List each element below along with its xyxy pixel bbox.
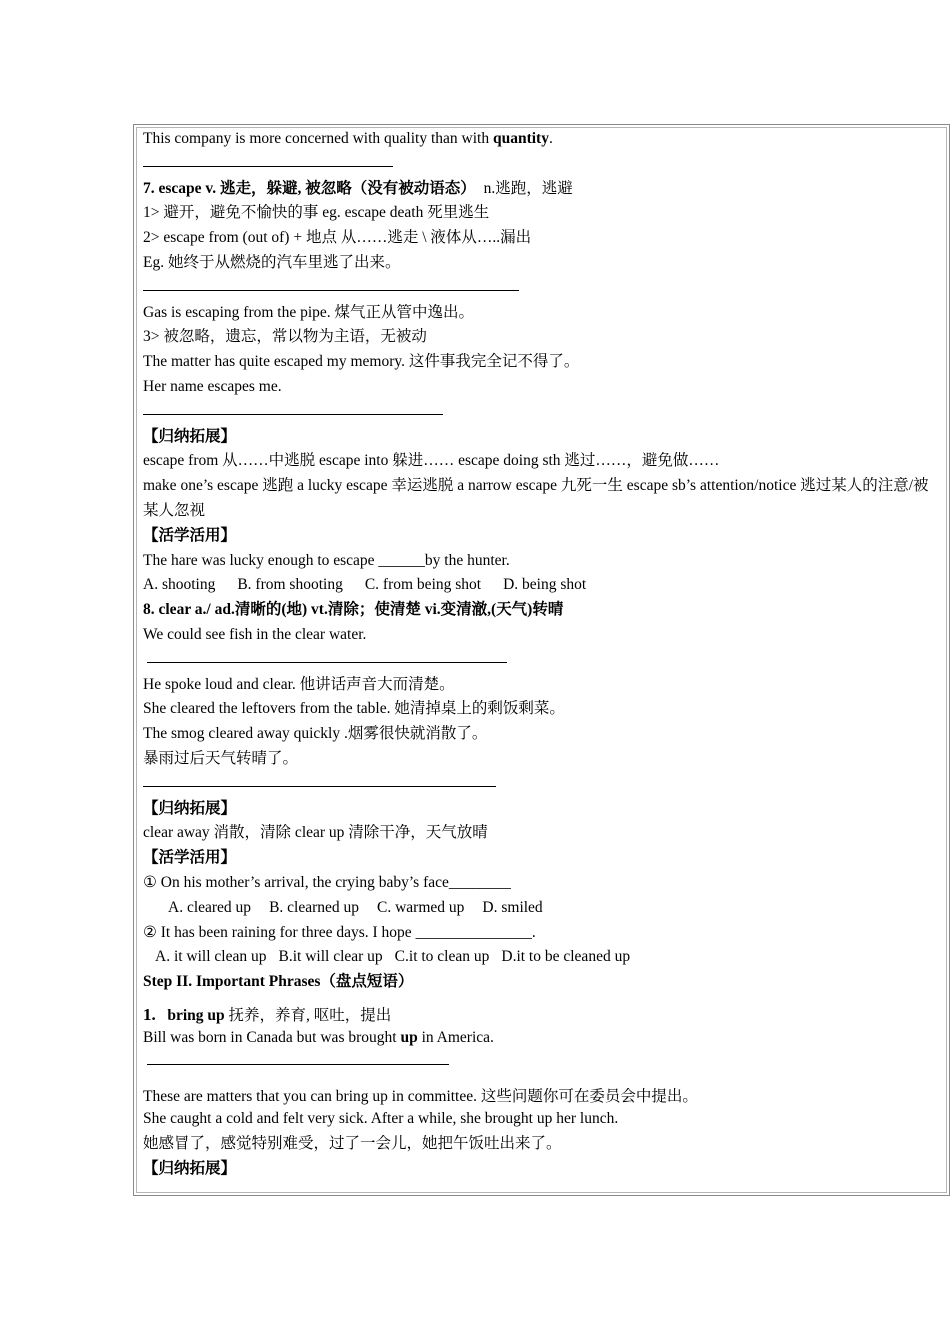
question-options xyxy=(143,573,943,598)
phrase-term: bring up xyxy=(167,1006,225,1024)
option-a: A. it will clean up xyxy=(155,948,267,966)
clear-example: She cleared the leftovers from the table. 她清掉桌上的剩饭剩菜。 xyxy=(143,700,565,718)
question-options xyxy=(143,896,943,921)
bold-word: up xyxy=(400,1028,418,1046)
option-b: B.it will clear up xyxy=(278,948,383,966)
clear-example: He spoke loud and clear. 他讲话声音大而清楚。 xyxy=(143,675,455,693)
escape-meaning-2: 2> escape from (out of) + 地点 从……逃走 \ 液体从…..漏出 xyxy=(143,229,532,247)
escape-example: Her name escapes me. xyxy=(143,377,282,395)
practice-heading xyxy=(143,846,943,871)
phrase-number: 1. xyxy=(143,1004,156,1024)
example-quantity xyxy=(143,127,943,152)
clear-example: 暴雨过后天气转晴了。 xyxy=(143,749,299,767)
practice-label: 【活学活用】 xyxy=(143,526,237,544)
answer-blank-line xyxy=(143,400,943,425)
step-title: Step II. Important Phrases（盘点短语） xyxy=(143,973,414,991)
text: in America. xyxy=(417,1028,494,1046)
escape-example: Gas is escaping from the pipe. 煤气正从管中逸出。 xyxy=(143,303,475,321)
heading-note: n.逃跑，逃避 xyxy=(483,179,573,197)
escape-example: The matter has quite escaped my memory. 这件事我完全记不得了。 xyxy=(143,353,580,371)
clear-phrases: clear away 消散，清除 clear up 清除干净，天气放晴 xyxy=(143,824,488,842)
summary-label: 【归纳拓展】 xyxy=(143,1159,237,1177)
heading-text: 8. clear a./ ad.清晰的(地) vt.清除；使清楚 vi.变清澈,(天气)转晴 xyxy=(143,601,564,619)
practice-heading xyxy=(143,524,943,549)
answer-blank-line xyxy=(143,648,943,673)
option-c: C. warmed up xyxy=(377,898,465,916)
option-c: C.it to clean up xyxy=(394,948,490,966)
bring-up-example: These are matters that you can bring up in committee. 这些问题你可在委员会中提出。 xyxy=(143,1088,698,1106)
question-clear-2: ② It has been raining for three days. I hope _______________. xyxy=(143,923,536,941)
question-escape: The hare was lucky enough to escape ______by the hunter. xyxy=(143,551,510,569)
text: This company is more concerned with quality than with xyxy=(143,130,493,147)
summary-heading xyxy=(143,1157,943,1182)
option-d: D. smiled xyxy=(482,898,543,916)
option-a: A. cleared up xyxy=(168,898,252,916)
bring-up-example: 她感冒了，感觉特别难受，过了一会儿，她把午饭吐出来了。 xyxy=(143,1134,562,1152)
escape-phrases: make one’s escape 逃跑 a lucky escape 幸运逃脱 a narrow escape 九死一生 escape sb’s attention/notice 逃过某人的注意/被某人忽视 xyxy=(143,477,929,519)
escape-meaning-1: 1> 避开，避免不愉快的事 eg. escape death 死里逃生 xyxy=(143,204,490,222)
text: Bill was born in Canada but was brought xyxy=(143,1028,401,1046)
summary-heading xyxy=(143,425,943,450)
option-b: B. clearned up xyxy=(269,898,360,916)
phrase-meaning: 抚养，养育, 呕吐，提出 xyxy=(224,1006,392,1024)
summary-label: 【归纳拓展】 xyxy=(143,427,237,445)
escape-example: Eg. 她终于从燃烧的汽车里逃了出来。 xyxy=(143,253,401,271)
question-clear-1: ① On his mother’s arrival, the crying baby’s face________ xyxy=(143,873,511,891)
heading-text: 7. escape v. 逃走，躲避, 被忽略（没有被动语态） xyxy=(143,179,476,197)
bring-up-example xyxy=(143,1026,943,1051)
option-d: D. being shot xyxy=(503,576,587,594)
bring-up-example: She caught a cold and felt very sick. After a while, she brought up her lunch. xyxy=(143,1110,619,1128)
bold-word: quantity xyxy=(492,130,549,147)
summary-heading xyxy=(143,797,943,822)
answer-blank-line xyxy=(143,772,943,797)
answer-blank-line xyxy=(143,276,943,301)
text: . xyxy=(548,130,553,147)
document-content xyxy=(143,127,943,1181)
option-c: C. from being shot xyxy=(364,576,482,594)
clear-example: The smog cleared away quickly .烟雾很快就消散了。 xyxy=(143,725,488,743)
option-b: B. from shooting xyxy=(237,576,343,594)
step-heading xyxy=(143,970,943,995)
option-d: D.it to be cleaned up xyxy=(501,948,631,966)
option-a: A. shooting xyxy=(143,576,216,594)
summary-label: 【归纳拓展】 xyxy=(143,799,237,817)
practice-label: 【活学活用】 xyxy=(143,849,237,867)
answer-blank-line xyxy=(143,152,943,177)
question-options xyxy=(143,945,943,970)
clear-example: We could see fish in the clear water. xyxy=(143,625,367,643)
heading-escape xyxy=(143,177,943,202)
heading-clear xyxy=(143,598,943,623)
escape-meaning-3: 3> 被忽略，遗忘，常以物为主语，无被动 xyxy=(143,328,427,346)
escape-phrases: escape from 从……中逃脱 escape into 躲进…… escape doing sth 逃过……，避免做…… xyxy=(143,452,720,470)
answer-blank-line xyxy=(143,1050,943,1075)
